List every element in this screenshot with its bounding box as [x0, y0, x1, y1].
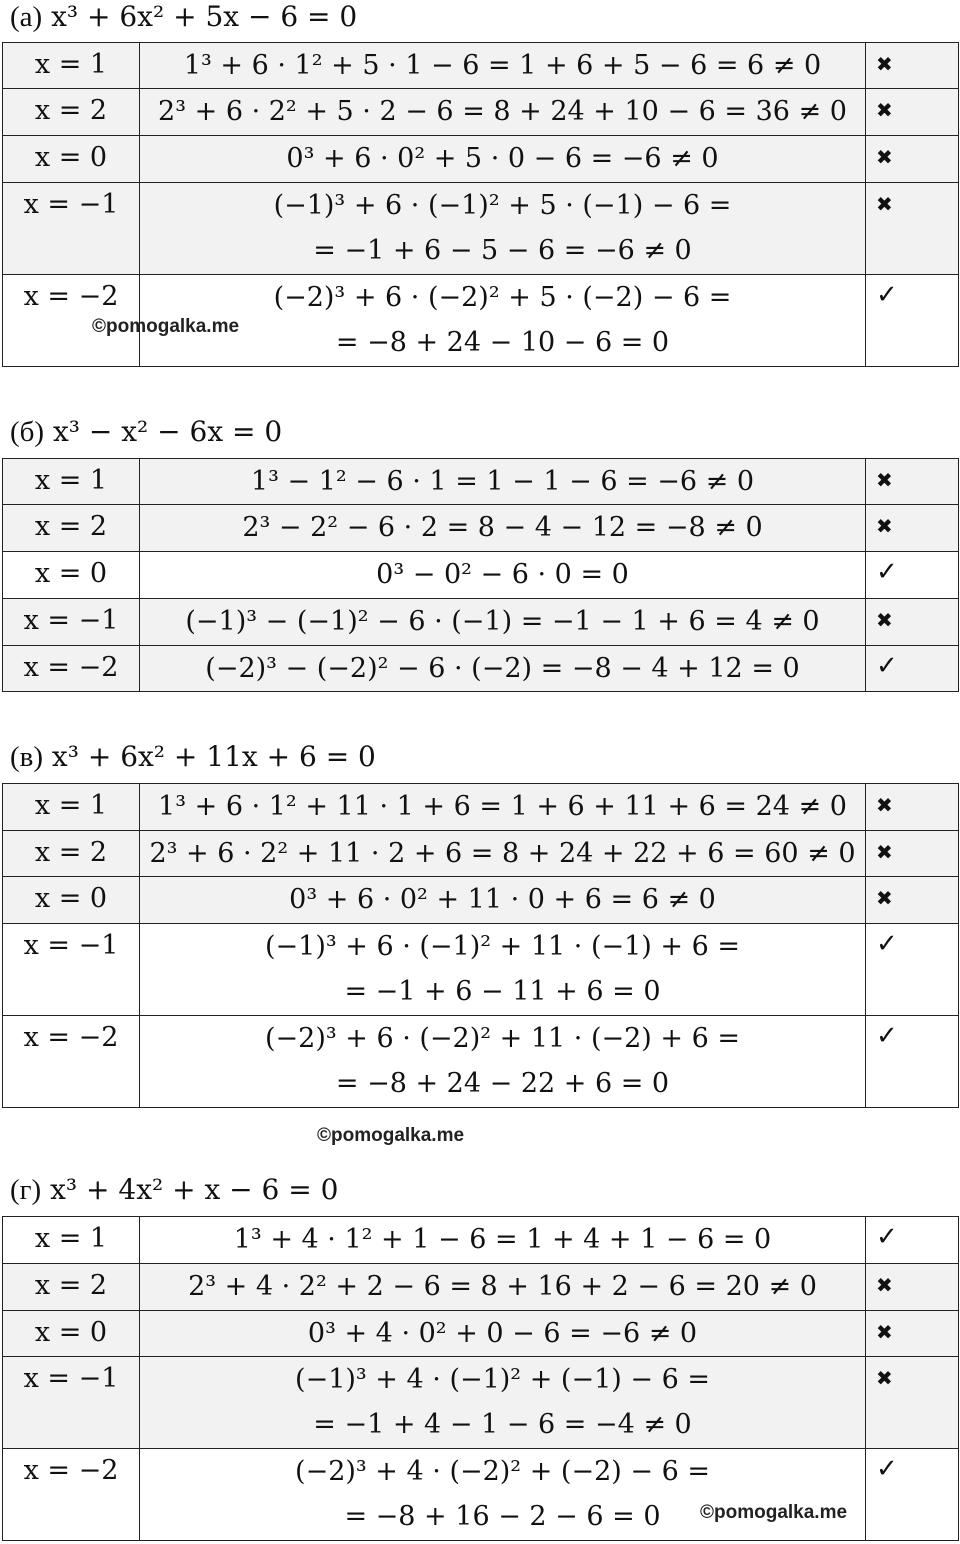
section-equation: x³ + 6x² + 5x − 6 = 0	[51, 0, 358, 33]
x-value: x = 0	[3, 136, 140, 183]
check-icon: ✓	[876, 1454, 898, 1484]
x-value: x = 2	[3, 1264, 140, 1311]
calculation: 0³ + 4 · 0² + 0 − 6 = −6 ≠ 0	[140, 1311, 866, 1357]
result-mark	[866, 1311, 959, 1357]
calculation: (−2)³ + 4 · (−2)² + (−2) − 6 = = −8 + 16 − 2 − 6 = 0	[140, 1449, 866, 1541]
x-value: x = 0	[3, 1311, 140, 1357]
calculation: (−2)³ + 6 · (−2)² + 11 · (−2) + 6 = = −8 + 24 − 22 + 6 = 0	[140, 1016, 866, 1108]
section-title	[10, 415, 282, 449]
x-value: x = 0	[3, 552, 140, 599]
result-mark	[866, 1264, 959, 1311]
roots-table	[2, 458, 959, 692]
table-row	[3, 1357, 959, 1449]
check-icon: ✓	[876, 1222, 898, 1252]
result-mark	[866, 784, 959, 831]
x-value: x = 2	[3, 831, 140, 877]
result-mark	[866, 183, 959, 275]
x-value: x = −1	[3, 183, 140, 275]
x-value: x = −1	[3, 924, 140, 1016]
calculation: 0³ + 6 · 0² + 5 · 0 − 6 = −6 ≠ 0	[140, 136, 866, 183]
calculation: (−1)³ − (−1)² − 6 · (−1) = −1 − 1 + 6 = 4 ≠ 0	[140, 599, 866, 646]
table-row	[3, 831, 959, 877]
calculation: 2³ − 2² − 6 · 2 = 8 − 4 − 12 = −8 ≠ 0	[140, 505, 866, 552]
table-row	[3, 1311, 959, 1357]
cross-icon: ✖	[876, 145, 893, 169]
calculation: (−1)³ + 4 · (−1)² + (−1) − 6 = = −1 + 4 − 1 − 6 = −4 ≠ 0	[140, 1357, 866, 1449]
calculation: 1³ + 6 · 1² + 11 · 1 + 6 = 1 + 6 + 11 + 6 = 24 ≠ 0	[140, 784, 866, 831]
calculation: 1³ + 4 · 1² + 1 − 6 = 1 + 4 + 1 − 6 = 0	[140, 1217, 866, 1264]
section-title	[10, 1173, 338, 1207]
x-value: x = −1	[3, 599, 140, 646]
result-mark	[866, 1016, 959, 1108]
watermark: ©pomogalka.me	[317, 1125, 465, 1146]
roots-table	[2, 783, 959, 1108]
section-title	[10, 0, 357, 34]
check-icon: ✓	[876, 1021, 898, 1051]
cross-icon: ✖	[876, 840, 893, 864]
table-row	[3, 1449, 959, 1541]
table-row	[3, 924, 959, 1016]
cross-icon: ✖	[876, 1320, 893, 1344]
section-label: (а)	[10, 1, 43, 33]
section-equation: x³ + 4x² + x − 6 = 0	[50, 1173, 339, 1206]
x-value: x = 0	[3, 877, 140, 924]
check-icon: ✓	[876, 929, 898, 959]
result-mark	[866, 136, 959, 183]
x-value: x = 2	[3, 505, 140, 552]
section-equation: x³ + 6x² + 11x + 6 = 0	[51, 740, 376, 773]
cross-icon: ✖	[876, 52, 893, 76]
x-value: x = 1	[3, 459, 140, 505]
table-row	[3, 784, 959, 831]
cross-icon: ✖	[876, 192, 893, 216]
x-value: x = −2	[3, 1449, 140, 1541]
calculation: (−2)³ + 6 · (−2)² + 5 · (−2) − 6 = = −8 + 24 − 10 − 6 = 0	[140, 275, 866, 367]
result-mark	[866, 505, 959, 552]
watermark: ©pomogalka.me	[700, 1502, 848, 1523]
cross-icon: ✖	[876, 98, 893, 122]
x-value: x = −2	[3, 1016, 140, 1108]
watermark: ©pomogalka.me	[92, 316, 240, 337]
cross-icon: ✖	[876, 1366, 893, 1390]
cross-icon: ✖	[876, 793, 893, 817]
x-value: x = 2	[3, 89, 140, 136]
result-mark	[866, 599, 959, 646]
cross-icon: ✖	[876, 468, 893, 492]
check-icon: ✓	[876, 557, 898, 587]
result-mark	[866, 459, 959, 505]
calculation: 1³ + 6 · 1² + 5 · 1 − 6 = 1 + 6 + 5 − 6 = 6 ≠ 0	[140, 43, 866, 89]
calculation: (−1)³ + 6 · (−1)² + 5 · (−1) − 6 = = −1 + 6 − 5 − 6 = −6 ≠ 0	[140, 183, 866, 275]
table-row	[3, 183, 959, 275]
result-mark	[866, 877, 959, 924]
result-mark	[866, 1449, 959, 1541]
result-mark	[866, 924, 959, 1016]
section-title	[10, 740, 376, 774]
calculation: 2³ + 6 · 2² + 11 · 2 + 6 = 8 + 24 + 22 + 6 = 60 ≠ 0	[140, 831, 866, 877]
x-value: x = 1	[3, 43, 140, 89]
calculation: 2³ + 4 · 2² + 2 − 6 = 8 + 16 + 2 − 6 = 20 ≠ 0	[140, 1264, 866, 1311]
result-mark	[866, 89, 959, 136]
result-mark	[866, 275, 959, 367]
table-row	[3, 1264, 959, 1311]
section-label: (г)	[10, 1174, 42, 1206]
result-mark	[866, 1217, 959, 1264]
x-value: x = −2	[3, 275, 140, 367]
result-mark	[866, 43, 959, 89]
x-value: x = 1	[3, 784, 140, 831]
result-mark	[866, 1357, 959, 1449]
check-icon: ✓	[876, 651, 898, 681]
table-row	[3, 89, 959, 136]
calculation: (−2)³ − (−2)² − 6 · (−2) = −8 − 4 + 12 = 0	[140, 646, 866, 692]
calculation: (−1)³ + 6 · (−1)² + 11 · (−1) + 6 = = −1 + 6 − 11 + 6 = 0	[140, 924, 866, 1016]
table-row	[3, 505, 959, 552]
result-mark	[866, 552, 959, 599]
calculation: 0³ − 0² − 6 · 0 = 0	[140, 552, 866, 599]
table-row	[3, 136, 959, 183]
calculation: 2³ + 6 · 2² + 5 · 2 − 6 = 8 + 24 + 10 − 6 = 36 ≠ 0	[140, 89, 866, 136]
result-mark	[866, 831, 959, 877]
table-row	[3, 552, 959, 599]
table-row	[3, 599, 959, 646]
table-row	[3, 1016, 959, 1108]
table-row	[3, 1217, 959, 1264]
table-row	[3, 459, 959, 505]
cross-icon: ✖	[876, 1273, 893, 1297]
calculation: 0³ + 6 · 0² + 11 · 0 + 6 = 6 ≠ 0	[140, 877, 866, 924]
result-mark	[866, 646, 959, 692]
section-label: (б)	[10, 416, 45, 448]
x-value: x = −1	[3, 1357, 140, 1449]
calculation: 1³ − 1² − 6 · 1 = 1 − 1 − 6 = −6 ≠ 0	[140, 459, 866, 505]
section-equation: x³ − x² − 6x = 0	[52, 415, 283, 448]
cross-icon: ✖	[876, 886, 893, 910]
section-label: (в)	[10, 741, 44, 773]
x-value: x = 1	[3, 1217, 140, 1264]
cross-icon: ✖	[876, 514, 893, 538]
x-value: x = −2	[3, 646, 140, 692]
table-row	[3, 646, 959, 692]
cross-icon: ✖	[876, 608, 893, 632]
check-icon: ✓	[876, 280, 898, 310]
roots-table	[2, 1216, 959, 1541]
table-row	[3, 877, 959, 924]
table-row	[3, 43, 959, 89]
